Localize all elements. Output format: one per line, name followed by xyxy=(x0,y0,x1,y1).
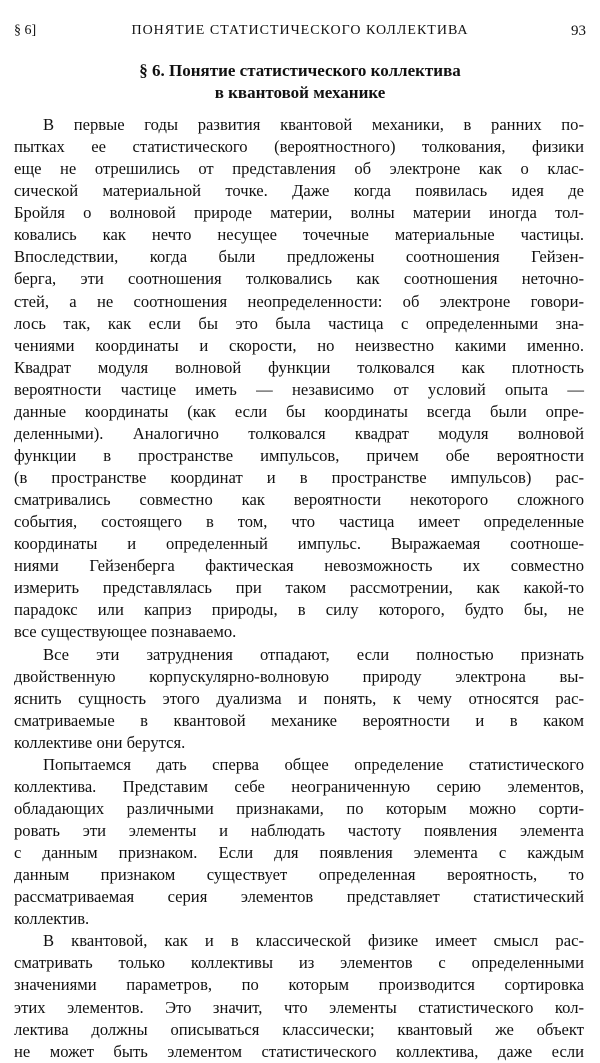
text-line: этих элементов. Это значит, что элементы статистического кол- xyxy=(14,997,584,1017)
text-line: яснить сущность этого дуализма и понять, к чему относятся рас- xyxy=(14,688,584,708)
text-line: еще не отрешились от представления об электроне как о клас- xyxy=(14,159,584,179)
body-text xyxy=(14,114,584,1063)
text-line: В первые годы развития квантовой механики, в ранних по- xyxy=(43,115,584,134)
text-line: чениями координаты и скорости, но неизвестно какими именно. xyxy=(14,335,584,355)
text-line: данным признаком существует определенная вероятность, то xyxy=(14,865,584,885)
text-line: Квадрат модуля волновой функции толковался как плотность xyxy=(14,357,584,377)
text-line: значениями параметров, по которым производится сортировка xyxy=(14,975,584,995)
text-line: Все эти затруднения отпадают, если полностью признать xyxy=(43,644,584,664)
text-line: стей, а не соотношения неопределенности: об электроне говори- xyxy=(14,291,584,311)
text-line: сматриваемые в квантовой механике вероятности и в каком xyxy=(14,710,584,730)
text-line: ровать эти элементы и наблюдать частоту появления элемента xyxy=(14,821,584,840)
text-line: Бройля о волновой природе материи, волны материи иногда тол- xyxy=(14,203,584,223)
section-heading-line-1: § 6. Понятие статистического коллектива xyxy=(139,61,461,80)
text-line: с данным признаком. Если для появления элемента с каждым xyxy=(14,843,584,863)
text-line: функции в пространстве импульсов, причем обе вероятности xyxy=(14,445,584,465)
text-line: (в пространстве координат и в пространстве импульсов) рас- xyxy=(14,468,584,487)
text-line: сматривались совместно как вероятности некоторого сложного xyxy=(14,490,584,510)
text-line: события, состоящего в том, что частица имеет определенные xyxy=(14,512,584,532)
text-line: измерить представлялась при таком рассмотрении, как какой-то xyxy=(14,578,584,598)
text-line: лектива должны описываться классически; квантовый же объект xyxy=(14,1019,584,1039)
section-heading xyxy=(40,60,560,104)
text-line: ковались как нечто несущее точечные материальные частицы. xyxy=(14,225,584,245)
text-line: сматривать только коллективы из элементов с определенными xyxy=(14,953,584,973)
text-line: не может быть элементом статистического коллектива, даже если xyxy=(14,1041,584,1061)
text-line: деленными). Аналогично толковался квадрат модуля волновой xyxy=(14,423,584,443)
text-line: Впоследствии, когда были предложены соотношения Гейзен- xyxy=(14,247,584,267)
text-line: парадокс или каприз природы, в силу которого, будто бы, не xyxy=(14,600,584,620)
text-line: ниями Гейзенберга фактическая невозможность их совместно xyxy=(14,556,584,576)
text-line: все существующее познаваемо. xyxy=(14,622,237,642)
running-title: ПОНЯТИЕ СТАТИСТИЧЕСКОГО КОЛЛЕКТИВА xyxy=(131,23,469,38)
text-line: коллектив. xyxy=(14,909,90,929)
text-line: вероятности частице иметь — независимо от условий опыта — xyxy=(14,379,584,399)
text-line: Попытаемся дать сперва общее определение статистического xyxy=(43,754,584,774)
text-line: рассматриваемая серия элементов представляет статистический xyxy=(14,887,584,907)
text-line: координаты и определенный импульс. Выражаемая соотноше- xyxy=(14,534,584,554)
text-line: пытках ее статистического (вероятностного) толкования, физики xyxy=(14,137,584,157)
text-line: коллектива. Представим себе неограниченную серию элементов, xyxy=(14,776,584,796)
text-line: коллективе они берутся. xyxy=(14,732,186,752)
section-heading-line-2: в квантовой механике xyxy=(214,83,386,102)
text-line: двойственную корпускулярно-волновую природу электрона вы- xyxy=(14,666,584,686)
running-head xyxy=(14,20,586,42)
text-line: лось так, как если бы это была частица с определенными зна- xyxy=(14,313,584,333)
text-line: сической материальной точке. Даже когда появилась идея де xyxy=(14,181,584,201)
text-line: берга, эти соотношения толковались как соотношения неточно- xyxy=(14,269,584,289)
text-line: данные координаты (как если бы координаты всегда были опре- xyxy=(14,401,584,421)
section-mark: § 6] xyxy=(14,23,37,38)
page-number: 93 xyxy=(571,23,586,39)
text-line: обладающих различными признаками, по которым можно сорти- xyxy=(14,798,584,818)
text-line: В квантовой, как и в классической физике имеет смысл рас- xyxy=(43,931,584,951)
